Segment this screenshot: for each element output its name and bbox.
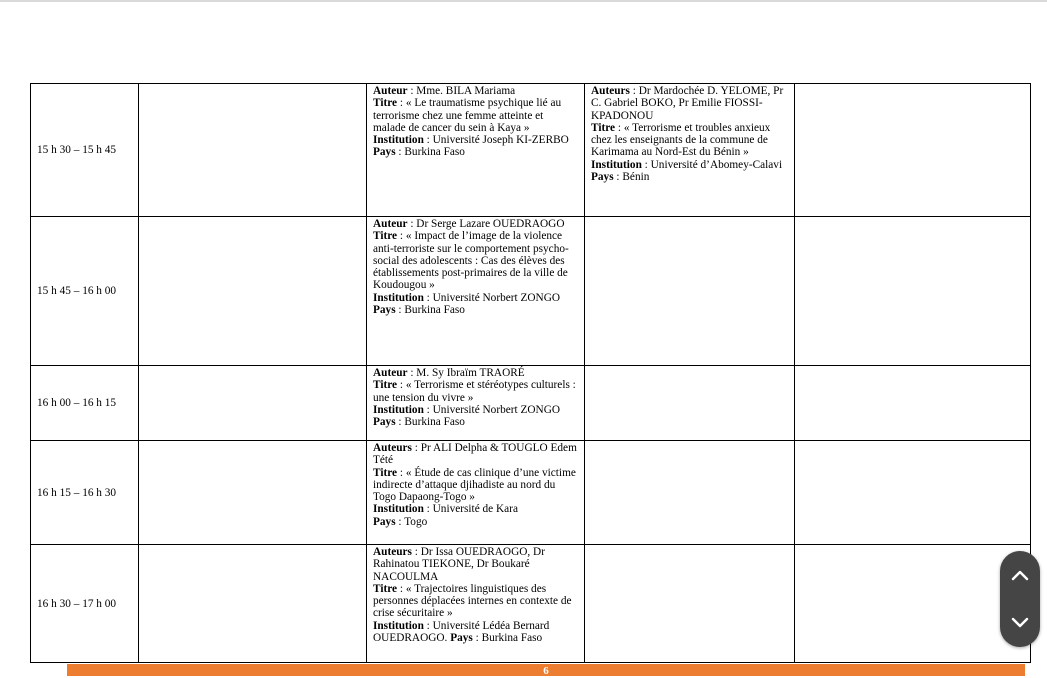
presentation-cell bbox=[367, 441, 585, 545]
institution-value: : Université de Kara bbox=[423, 503, 518, 516]
title-label: Titre bbox=[373, 97, 398, 110]
table-row bbox=[31, 217, 1031, 366]
country-value: : Togo bbox=[395, 515, 428, 528]
table-row bbox=[31, 366, 1031, 441]
scroll-down-button[interactable] bbox=[1000, 599, 1040, 647]
presentation-cell bbox=[367, 545, 585, 663]
institution-value: : Université Norbert ZONGO bbox=[423, 403, 561, 416]
table-row bbox=[31, 545, 1031, 663]
empty-cell bbox=[139, 84, 367, 217]
country-value: : Burkina Faso bbox=[472, 632, 543, 645]
time-cell: 16 h 00 – 16 h 15 bbox=[31, 366, 139, 441]
empty-cell bbox=[139, 366, 367, 441]
scroll-control bbox=[1000, 551, 1040, 647]
empty-cell bbox=[795, 441, 1031, 545]
institution-label: Institution bbox=[591, 158, 642, 171]
country-label: Pays bbox=[373, 515, 396, 528]
institution-label: Institution bbox=[373, 403, 424, 416]
empty-cell bbox=[795, 84, 1031, 217]
country-value: : Bénin bbox=[613, 171, 650, 184]
country-label: Pays bbox=[373, 304, 396, 317]
scroll-up-button[interactable] bbox=[1000, 551, 1040, 599]
page-number: 6 bbox=[543, 665, 549, 677]
table-row bbox=[31, 84, 1031, 217]
empty-cell bbox=[795, 366, 1031, 441]
page-footer-bar bbox=[67, 664, 1025, 676]
presentation-cell bbox=[367, 217, 585, 366]
chevron-up-icon bbox=[1011, 569, 1029, 581]
title-value: : « Trajectoires linguistiques des personnes déplacées internes en contexte de crise sécuritaire » bbox=[373, 582, 572, 620]
presentation-cell bbox=[585, 84, 795, 217]
author-value: : Dr Mardochée D. YELOME, Pr C. Gabriel BOKO, Pr Emilie FIOSSI-KPADONOU bbox=[591, 85, 784, 122]
author-label: Auteur bbox=[373, 218, 408, 230]
title-label: Titre bbox=[591, 121, 616, 134]
empty-cell bbox=[585, 441, 795, 545]
table-row bbox=[31, 441, 1031, 545]
title-value: : « Terrorisme et stéréotypes culturels : une tension du vivre » bbox=[373, 379, 576, 404]
author-label: Auteurs bbox=[373, 546, 412, 558]
country-label: Pays bbox=[373, 146, 396, 159]
institution-label: Institution bbox=[373, 619, 424, 632]
author-label: Auteur bbox=[373, 367, 408, 379]
institution-value: : Université d’Abomey-Calavi bbox=[641, 158, 783, 171]
empty-cell bbox=[585, 217, 795, 366]
presentation-cell bbox=[367, 366, 585, 441]
author-label: Auteurs bbox=[591, 85, 630, 97]
empty-cell bbox=[795, 217, 1031, 366]
top-divider bbox=[0, 0, 1047, 2]
institution-label: Institution bbox=[373, 503, 424, 516]
author-value: : Dr Issa OUEDRAOGO, Dr Rahinatou TIEKONE, Dr Boukaré NACOULMA bbox=[373, 546, 545, 583]
presentation-cell bbox=[367, 84, 585, 217]
country-label: Pays bbox=[591, 171, 614, 184]
empty-cell bbox=[139, 217, 367, 366]
country-value: : Burkina Faso bbox=[395, 416, 465, 429]
country-value: : Burkina Faso bbox=[395, 304, 465, 317]
institution-value: : Université Lédéa Bernard OUEDRAOGO. bbox=[373, 619, 550, 645]
empty-cell bbox=[139, 441, 367, 545]
empty-cell bbox=[585, 545, 795, 663]
author-value: : Dr Serge Lazare OUEDRAOGO bbox=[407, 218, 565, 230]
title-label: Titre bbox=[373, 582, 398, 595]
title-value: : « Étude de cas clinique d’une victime indirecte d’attaque djihadiste au nord du Togo Dapaong-Togo » bbox=[373, 466, 576, 504]
author-value: : M. Sy Ibraïm TRAORÉ bbox=[407, 367, 525, 379]
author-label: Auteur bbox=[373, 85, 408, 97]
institution-label: Institution bbox=[373, 291, 424, 304]
country-value: : Burkina Faso bbox=[395, 146, 465, 159]
title-label: Titre bbox=[373, 379, 398, 392]
title-value: : « Terrorisme et troubles anxieux chez les enseignants de la commune de Karimama au Nord-Est du Bénin » bbox=[591, 121, 771, 159]
author-label: Auteurs bbox=[373, 442, 412, 454]
empty-cell bbox=[795, 545, 1031, 663]
time-cell: 16 h 30 – 17 h 00 bbox=[31, 545, 139, 663]
country-label: Pays bbox=[450, 632, 473, 645]
title-label: Titre bbox=[373, 466, 398, 479]
schedule-table bbox=[30, 83, 1031, 663]
title-value: : « Impact de l’image de la violence anti-terroriste sur le comportement psycho-social des adolescents : Cas des élèves des établissements post-primaires de la ville de Koudougou » bbox=[373, 230, 569, 292]
empty-cell bbox=[585, 366, 795, 441]
time-cell: 15 h 30 – 15 h 45 bbox=[31, 84, 139, 217]
title-label: Titre bbox=[373, 230, 398, 243]
title-value: : « Le traumatisme psychique lié au terrorisme chez une femme atteinte et malade de cancer du sein à Kaya » bbox=[373, 97, 562, 134]
time-cell: 16 h 15 – 16 h 30 bbox=[31, 441, 139, 545]
author-value: : Mme. BILA Mariama bbox=[407, 85, 516, 97]
author-value: : Pr ALI Delpha & TOUGLO Edem Tété bbox=[373, 442, 577, 467]
time-cell: 15 h 45 – 16 h 00 bbox=[31, 217, 139, 366]
institution-value: : Université Joseph KI-ZERBO bbox=[423, 134, 569, 147]
empty-cell bbox=[139, 545, 367, 663]
chevron-down-icon bbox=[1011, 617, 1029, 629]
institution-label: Institution bbox=[373, 134, 424, 147]
country-label: Pays bbox=[373, 416, 396, 429]
institution-value: : Université Norbert ZONGO bbox=[423, 291, 561, 304]
